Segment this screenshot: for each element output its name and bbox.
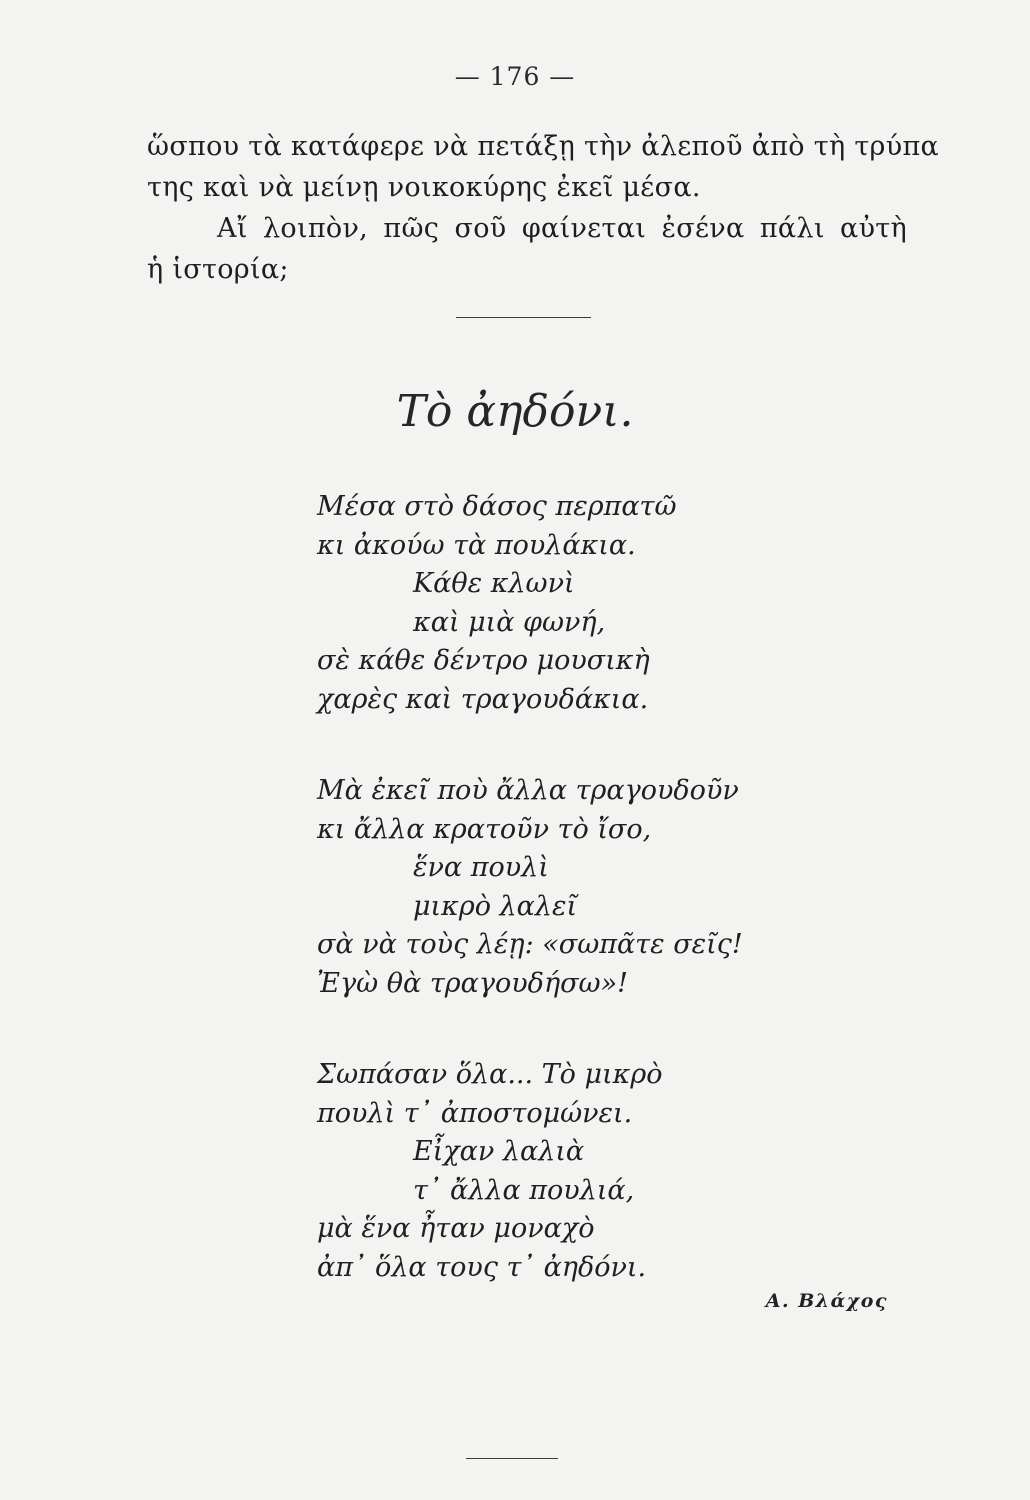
verse-line: μικρὸ λαλεῖ (413, 890, 578, 922)
verse-line: Κάθε κλωνὶ (413, 568, 575, 599)
prose-line: ὥσπου τὰ κατάφερε νὰ πετάξῃ τὴν ἀλεποῦ ἀπὸ τὴ τρύπα (147, 131, 940, 162)
author-signature: Α. Βλάχος (765, 1290, 888, 1312)
verse-line: σὲ κάθε δέντρο μουσικὴ (317, 645, 650, 676)
verse-line: Μὰ ἐκεῖ ποὺ ἄλλα τραγουδοῦν (317, 775, 739, 806)
stanza (317, 488, 837, 719)
prose-paragraph (147, 126, 940, 290)
verse-line: χαρὲς καὶ τραγουδάκια. (317, 683, 649, 715)
section-divider (456, 317, 591, 318)
verse-line: πουλὶ τ᾽ ἀποστομώνει. (317, 1097, 633, 1129)
poem-title: Τὸ ἀηδόνι. (396, 386, 634, 437)
verse-line: τ᾽ ἄλλα πουλιά, (413, 1174, 635, 1206)
verse-line: Μέσα στὸ δάσος περπατῶ (317, 491, 677, 522)
page-number: — 176 — (454, 62, 576, 91)
stanza (317, 1056, 837, 1287)
stanza (317, 772, 837, 1003)
poem-body (317, 488, 837, 1340)
verse-line: μὰ ἕνα ἦταν μοναχὸ (317, 1213, 595, 1244)
end-divider (466, 1458, 558, 1459)
verse-line: Ἐγὼ θὰ τραγουδήσω»! (317, 967, 628, 999)
verse-line: καὶ μιὰ φωνή, (413, 606, 606, 638)
verse-line: κι ἀκούω τὰ πουλάκια. (317, 529, 636, 561)
prose-line: της καὶ νὰ μείνῃ νοικοκύρης ἐκεῖ μέσα. (147, 172, 701, 203)
prose-line: Αἴ λοιπὸν, πῶς σοῦ φαίνεται ἐσένα πάλι αὐτὴ (217, 213, 907, 244)
verse-line: Σωπάσαν ὅλα... Τὸ μικρὸ (317, 1059, 663, 1090)
verse-line: ἕνα πουλὶ (413, 852, 549, 883)
verse-line: κι ἄλλα κρατοῦν τὸ ἴσο, (317, 813, 652, 845)
verse-line: σὰ νὰ τοὺς λέῃ: «σωπᾶτε σεῖς! (317, 929, 743, 960)
verse-line: Εἶχαν λαλιὰ (413, 1136, 585, 1167)
prose-line: ἡ ἱστορία; (147, 254, 289, 285)
verse-line: ἀπ᾽ ὅλα τους τ᾽ ἀηδόνι. (317, 1251, 647, 1283)
